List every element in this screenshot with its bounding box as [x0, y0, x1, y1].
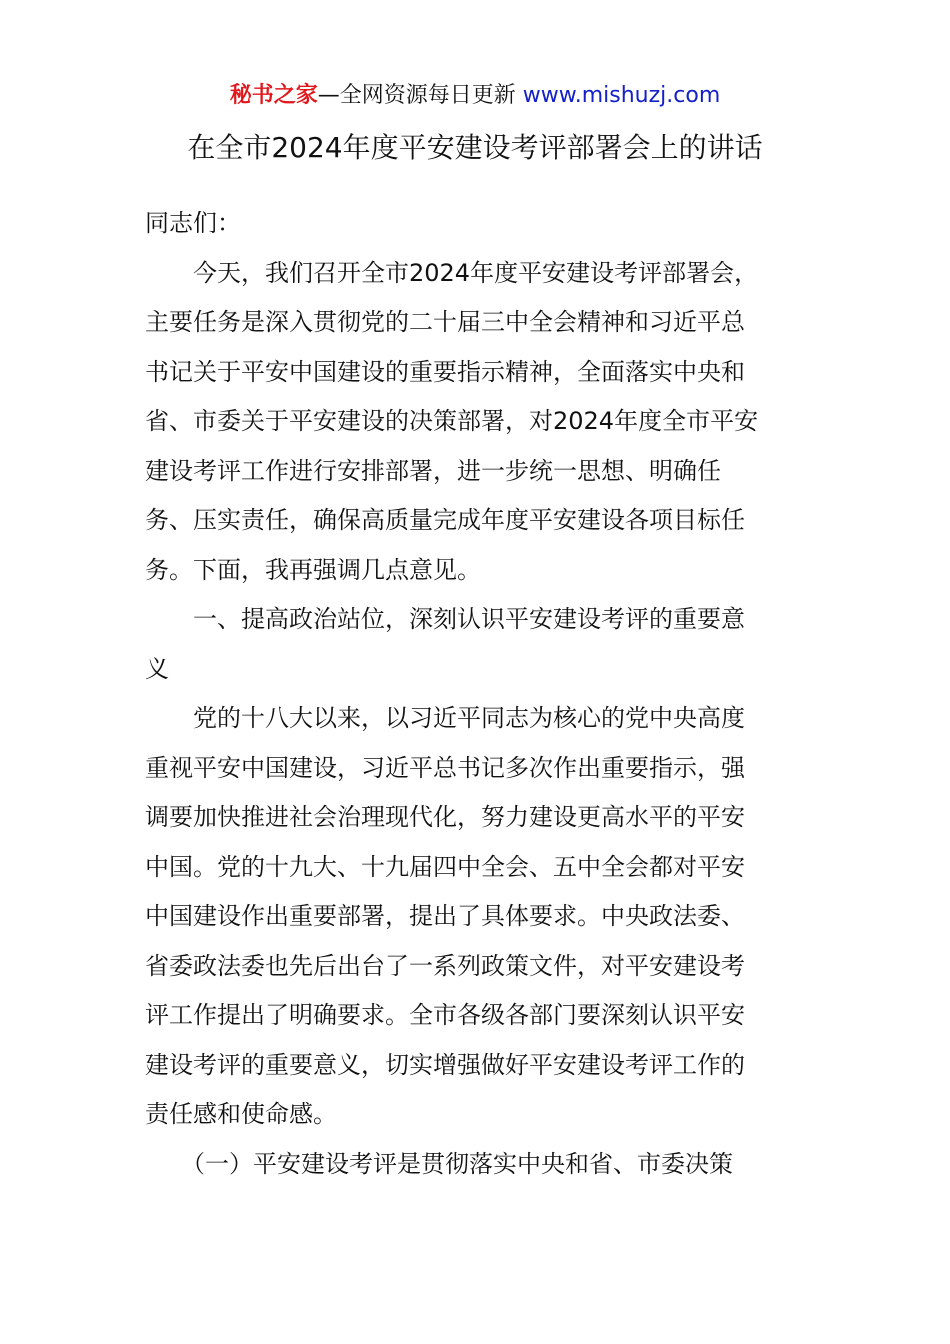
body-text-line: 重视平安中国建设，习近平总书记多次作出重要指示，强	[145, 753, 745, 782]
body-text-line: 中国。党的十九大、十九届四中全会、五中全会都对平安	[145, 852, 745, 881]
body-text-line: 中国建设作出重要部署，提出了具体要求。中央政法委、	[145, 902, 745, 930]
body-text-line: 省、市委关于平安建设的决策部署，对2024年度全市平安	[145, 407, 759, 435]
body-text-line: 书记关于平安中国建设的重要指示精神，全面落实中央和	[145, 357, 745, 386]
document-body	[145, 199, 807, 1189]
body-text-line: 务。下面，我再强调几点意见。	[145, 555, 481, 584]
site-url-link[interactable]: www.mishuzj.com	[522, 83, 721, 108]
body-text-line: 党的十八大以来，以习近平同志为核心的党中央高度	[145, 704, 745, 732]
body-text-line: 省委政法委也先后出台了一系列政策文件，对平安建设考	[145, 951, 745, 980]
body-text-line: 建设考评的重要意义，切实增强做好平安建设考评工作的	[145, 1050, 745, 1079]
body-text-line: 评工作提出了明确要求。全市各级各部门要深刻认识平安	[145, 1001, 745, 1029]
body-text-line: 务、压实责任，确保高质量完成年度平安建设各项目标任	[145, 506, 745, 534]
body-text-line: 今天，我们召开全市2024年度平安建设考评部署会，	[145, 258, 759, 287]
body-text-line: 主要任务是深入贯彻党的二十届三中全会精神和习近平总	[145, 308, 745, 336]
body-text-line: 调要加快推进社会治理现代化，努力建设更高水平的平安	[145, 803, 745, 831]
body-text-line: 责任感和使命感。	[145, 1100, 337, 1128]
body-text-line: 同志们：	[145, 209, 241, 237]
site-header	[0, 80, 950, 112]
body-text-line: 建设考评工作进行安排部署，进一步统一思想、明确任	[145, 456, 721, 485]
body-text-line: （一）平安建设考评是贯彻落实中央和省、市委决策	[145, 1149, 733, 1178]
brand-name: 秘书之家	[229, 83, 318, 108]
header-tagline: —全网资源每日更新	[317, 83, 523, 108]
document-title: 在全市2024年度平安建设考评部署会上的讲话	[187, 131, 763, 164]
body-text-line: 义	[145, 654, 169, 683]
body-text-line: 一、提高政治站位，深刻认识平安建设考评的重要意	[145, 605, 745, 633]
